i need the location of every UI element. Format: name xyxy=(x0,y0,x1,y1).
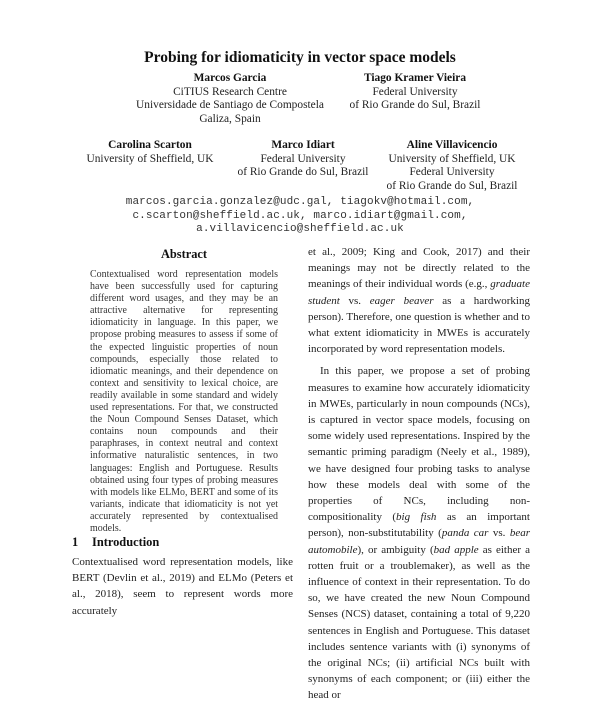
paper-title: Probing for idiomaticity in vector space models xyxy=(144,49,456,66)
author-name: Tiago Kramer Vieira xyxy=(363,72,467,84)
introduction-text: Contextualised word representation models, like BERT (Devlin et al., 2019) and ELMo (Peters et al., 2018), seem to represent words more accurately xyxy=(72,556,293,617)
paragraph-2 xyxy=(308,363,530,703)
example-term: bear automobile xyxy=(308,527,531,556)
example-term: graduate student xyxy=(308,278,530,307)
abstract-text: Contextualised word representation models have been successfully used for capturing different word usages, and they may be an attractive alternative for representing idiomaticity in language. In this paper, we propose probing measures to assess if some of the expected linguistic properties of noun compounds, especially those related to idiomatic meanings, and their dependence on context and sensitivity to lexical choice, are readily available in some standard and widely used representations. For that, we constructed the Noun Compound Senses Dataset, which contains noun compounds and their paraphrases, in context neutral and context informative naturalistic sentences, in two languages: English and Portuguese. Results obtained using four types of probing measures with models like ELMo, BERT and some of its variants, indicate that idiomaticity is not yet accurately represented by contextualised models. xyxy=(90,269,278,534)
author-affiliation: Federal University xyxy=(372,85,458,98)
author-affiliation: Federal University xyxy=(409,166,495,179)
author-name: Aline Villavicencio xyxy=(406,139,498,151)
email-line: c.scarton@sheffield.ac.uk, marco.idiart@gmail.com, xyxy=(132,209,468,222)
text-run: In this paper, we propose a set of probing measures to examine how accurately idiomaticity in MWEs, particularly in noun compounds (NCs), is captured in vector space models, focusing on some widely used representations. Inspired by the semantic priming paradigm (Neely et al., 1989), we have designed four probing tasks to analyse how these models deal with some of the properties of NCs, including non-compositionality ( xyxy=(308,365,530,524)
author-emails xyxy=(0,196,600,237)
author-affiliation: University of Sheffield, UK xyxy=(86,152,214,165)
author-affiliation: Federal University xyxy=(260,152,346,165)
author-name: Carolina Scarton xyxy=(108,139,192,151)
section-number: 1 xyxy=(72,535,79,549)
email-line: a.villavicencio@sheffield.ac.uk xyxy=(196,223,404,235)
text-run: vs. xyxy=(339,294,370,307)
section-heading-introduction xyxy=(72,535,159,550)
author-affiliation: University of Sheffield, UK xyxy=(388,152,516,165)
text-run: ), or ambiguity ( xyxy=(357,543,434,556)
example-term: big fish xyxy=(396,511,437,524)
example-term: panda car xyxy=(441,527,489,540)
email-line: marcos.garcia.gonzalez@udc.gal, tiagokv@hotmail.com, xyxy=(125,196,475,208)
author-block-3 xyxy=(70,139,230,166)
text-run: et al., 2009; King and Cook, 2017) and their meanings may not be directly related to the meanings of their individual words (e.g., xyxy=(308,246,530,291)
section-title: Introduction xyxy=(92,535,160,549)
author-block-2 xyxy=(330,72,500,113)
example-term: eager beaver xyxy=(369,294,434,307)
author-affiliation: of Rio Grande do Sul, Brazil xyxy=(237,166,369,179)
right-column-text xyxy=(308,244,530,704)
author-affiliation: Galiza, Spain xyxy=(199,112,261,125)
text-run: as an important person), non-substitutability ( xyxy=(308,511,530,540)
author-affiliation: CiTIUS Research Centre xyxy=(173,85,287,98)
abstract-heading: Abstract xyxy=(160,247,208,261)
author-block-4 xyxy=(228,139,378,180)
author-name: Marco Idiart xyxy=(271,139,335,151)
author-block-1 xyxy=(130,72,330,126)
author-name: Marcos Garcia xyxy=(193,72,267,84)
author-affiliation: of Rio Grande do Sul, Brazil xyxy=(386,179,518,192)
text-run: as either a rotten fruit or a troublemaker), as well as the influence of context in their representation. To do so, we have created the new Noun Compound Senses (NCS) dataset, containing a total of 9,220 sentences in English and Portuguese. This dataset includes sentence variants with (i) synonyms of the original NCs; (ii) artificial NCs built with synonyms of each component; or (iii) either the head or xyxy=(308,543,530,702)
example-term: bad apple xyxy=(433,543,479,556)
text-run: vs. xyxy=(488,527,510,540)
author-block-5 xyxy=(377,139,527,193)
text-run: as a hardworking person). Therefore, one question is whether and to what extent idiomaticity in MWEs is accurately incorporated by word representation models. xyxy=(308,294,530,356)
paragraph-1 xyxy=(308,244,530,357)
author-affiliation: Universidade de Santiago de Compostela xyxy=(136,99,324,112)
author-affiliation: of Rio Grande do Sul, Brazil xyxy=(349,99,481,112)
